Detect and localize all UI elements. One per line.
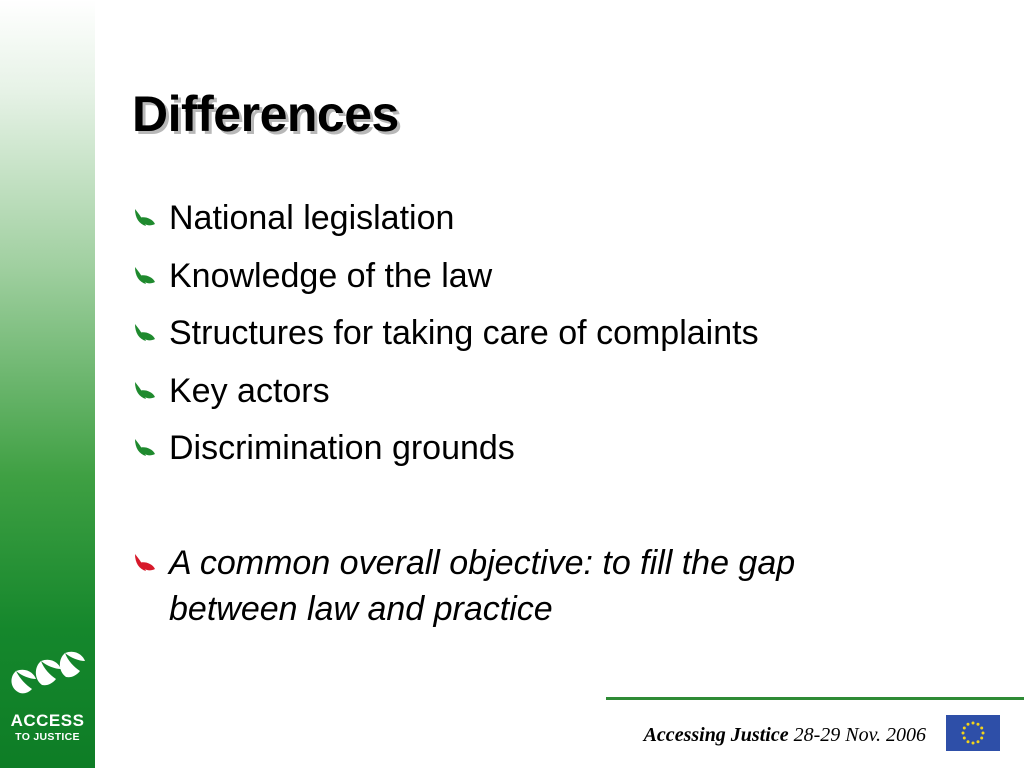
red-leaf-bullet-icon bbox=[132, 551, 156, 575]
leaf-bullet-icon bbox=[132, 206, 156, 230]
list-item bbox=[132, 311, 759, 369]
logo-subtitle: TO JUSTICE bbox=[15, 731, 80, 743]
footer-event: Accessing Justice bbox=[643, 724, 789, 746]
bullet-text: Discrimination grounds bbox=[169, 429, 515, 467]
objective-statement bbox=[132, 540, 932, 632]
bullet-text: Knowledge of the law bbox=[169, 256, 493, 295]
list-item bbox=[132, 369, 759, 427]
three-leaves-icon bbox=[6, 649, 88, 707]
footer-caption bbox=[560, 724, 926, 747]
leaf-bullet-icon bbox=[132, 436, 156, 460]
bullet-text: National legislation bbox=[169, 199, 455, 237]
list-item bbox=[132, 196, 759, 254]
access-to-justice-logo bbox=[0, 645, 95, 755]
footer-date: 28-29 Nov. 2006 bbox=[793, 724, 926, 746]
logo-title: ACCESS bbox=[10, 711, 85, 730]
slide-title: Differences bbox=[132, 86, 399, 142]
leaf-bullet-icon bbox=[132, 379, 156, 403]
leaf-bullet-icon bbox=[132, 264, 156, 288]
objective-line-1: A common overall objective: to fill the gap bbox=[169, 544, 796, 582]
bullet-list bbox=[132, 196, 759, 484]
bullet-text: Structures for taking care of complaints bbox=[169, 314, 759, 352]
sidebar-gradient bbox=[0, 0, 95, 768]
footer-divider bbox=[606, 697, 1024, 700]
bullet-text: Key actors bbox=[169, 371, 330, 410]
eu-flag-icon bbox=[946, 715, 1000, 751]
leaf-bullet-icon bbox=[132, 321, 156, 345]
list-item bbox=[132, 254, 759, 312]
objective-line-2: between law and practice bbox=[169, 590, 553, 628]
list-item bbox=[132, 426, 759, 484]
